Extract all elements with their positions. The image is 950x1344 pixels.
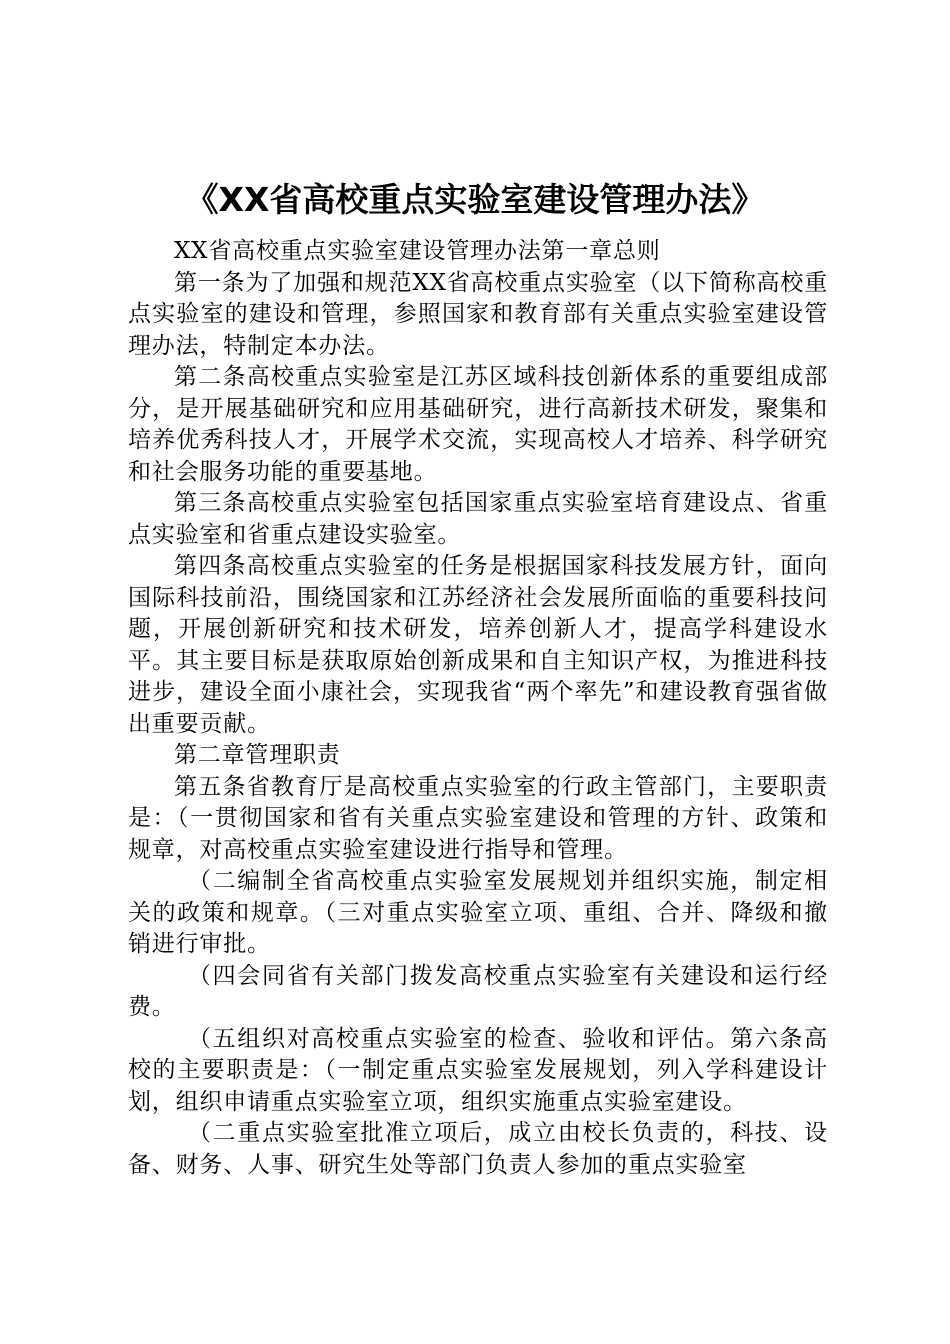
paragraph-article-1: 第一条为了加强和规范XX省高校重点实验室（以下简称高校重点实验室的建设和管理，参照国家和教育部有关重点实验室建设管理办法，特制定本办法。 [128,269,828,359]
paragraph-article-4: 第四条高校重点实验室的任务是根据国家科技发展方针，面向国际科技前沿，围绕国家和江苏经济社会发展所面临的重要科技问题，开展创新研究和技术研发，培养创新人才，提高学科建设水平。其主要目标是获取原始创新成果和自主知识产权，为推进科技进步，建设全面小康社会，实现我省“两个率先”和建设教育强省做出重要贡献。 [128,553,828,737]
paragraph-item-4: （四会同省有关部门拨发高校重点实验室有关建设和运行经费。 [128,962,828,1020]
paragraph-article-2: 第二条高校重点实验室是江苏区域科技创新体系的重要组成部分，是开展基础研究和应用基础研究，进行高新技术研发，聚集和培养优秀科技人才，开展学术交流，实现高校人才培养、科学研究和社会服务功能的重要基地。 [128,364,828,485]
paragraph-article-3: 第三条高校重点实验室包括国家重点实验室培育建设点、省重点实验室和省重点建设实验室。 [128,490,828,548]
paragraph-article-5: 第五条省教育厅是高校重点实验室的行政主管部门，主要职责是：（一贯彻国家和省有关重点实验室建设和管理的方针、政策和规章，对高校重点实验室建设进行指导和管理。 [128,773,828,863]
document-body [128,236,828,1181]
paragraph-intro: XX省高校重点实验室建设管理办法第一章总则 [174,238,661,264]
paragraph-article-6-item-2: （二重点实验室批准立项后，成立由校长负责的，科技、设备、财务、人事、研究生处等部门负责人参加的重点实验室 [128,1120,828,1178]
paragraph-item-2: （二编制全省高校重点实验室发展规划并组织实施，制定相关的政策和规章。（三对重点实验室立项、重组、合并、降级和撤销进行审批。 [128,868,828,957]
document-title: 《XX省高校重点实验室建设管理办法》 [185,180,765,219]
chapter-heading-2: 第二章管理职责 [174,742,341,768]
paragraph-item-5: （五组织对高校重点实验室的检查、验收和评估。第六条高校的主要职责是：（一制定重点实验室发展规划，列入学科建设计划，组织申请重点实验室立项，组织实施重点实验室建设。 [128,1025,828,1115]
